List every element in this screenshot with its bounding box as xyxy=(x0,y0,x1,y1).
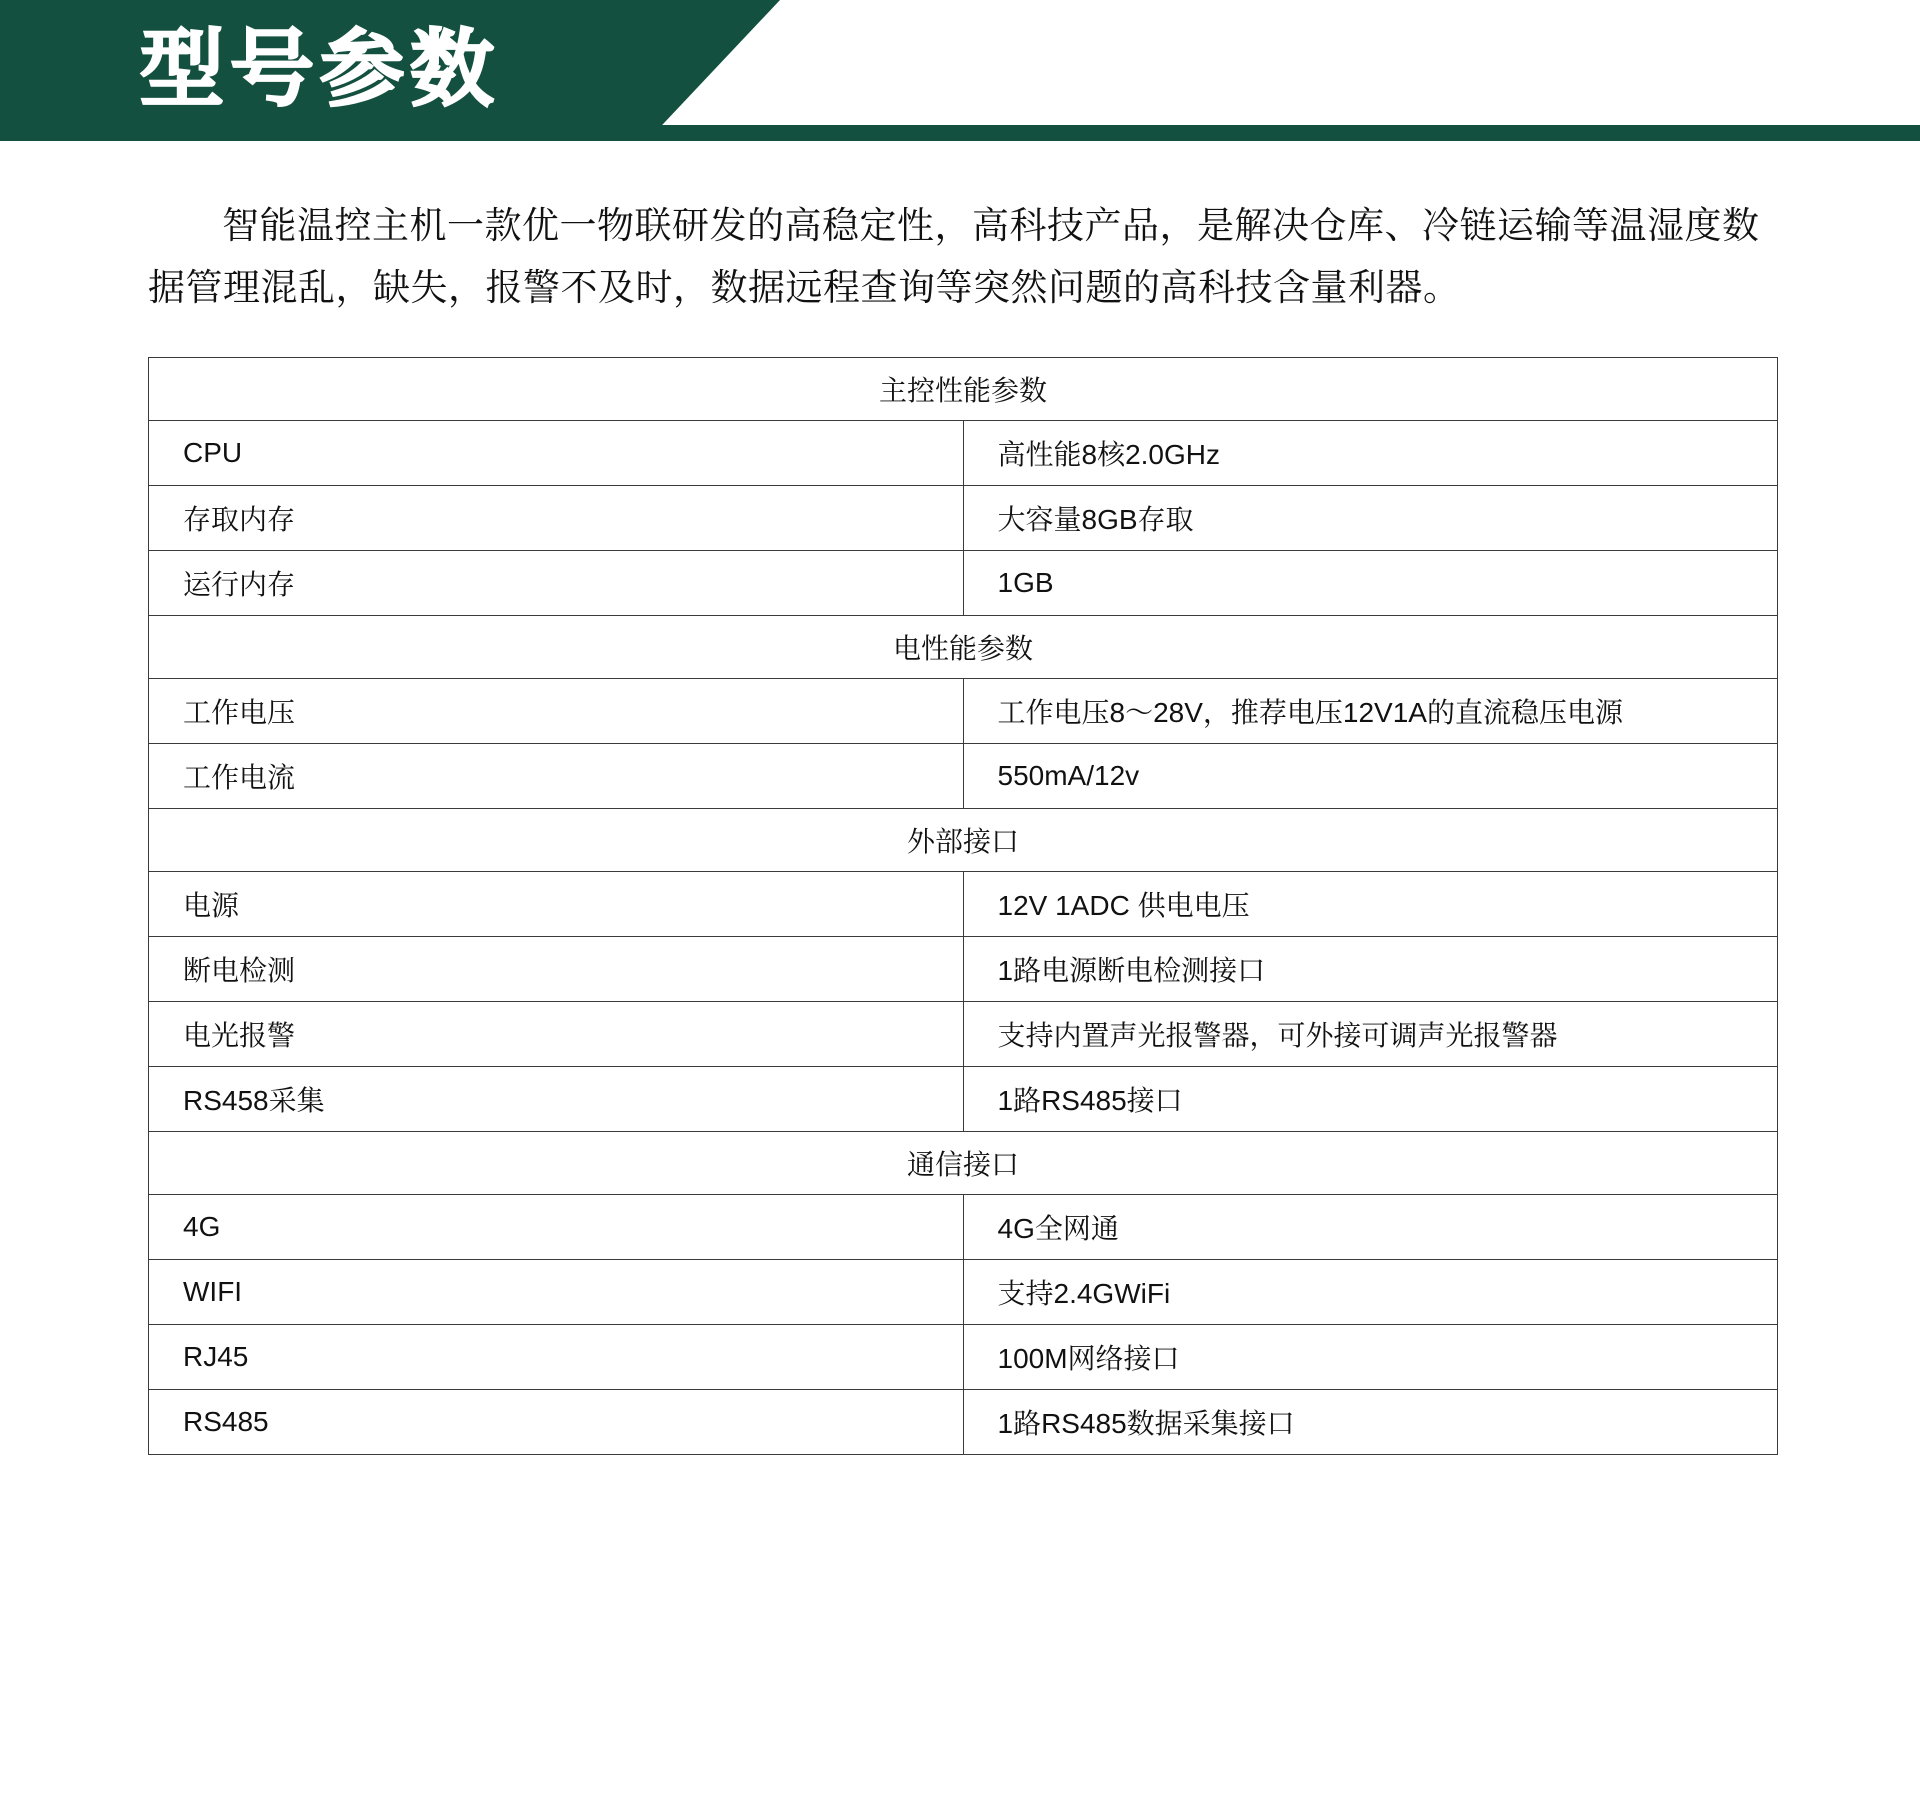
section-title: 主控性能参数 xyxy=(149,358,1778,421)
table-row xyxy=(149,1067,1778,1132)
spec-value: 4G全网通 xyxy=(963,1195,1778,1260)
table-row xyxy=(149,744,1778,809)
table-row xyxy=(149,486,1778,551)
page-title: 型号参数 xyxy=(140,22,501,116)
spec-key: 4G xyxy=(149,1195,964,1260)
section-title: 电性能参数 xyxy=(149,616,1778,679)
spec-key: WIFI xyxy=(149,1260,964,1325)
section-title: 通信接口 xyxy=(149,1132,1778,1195)
table-row xyxy=(149,551,1778,616)
spec-key: 电光报警 xyxy=(149,1002,964,1067)
table-row xyxy=(149,1325,1778,1390)
spec-value: 1路电源断电检测接口 xyxy=(963,937,1778,1002)
spec-value: 支持2.4GWiFi xyxy=(963,1260,1778,1325)
banner-underline-bar xyxy=(0,125,1920,141)
table-row xyxy=(149,1002,1778,1067)
spec-value: 100M网络接口 xyxy=(963,1325,1778,1390)
spec-table xyxy=(148,357,1778,1455)
table-section-header-row xyxy=(149,616,1778,679)
table-row xyxy=(149,679,1778,744)
spec-key: 断电检测 xyxy=(149,937,964,1002)
spec-key: RJ45 xyxy=(149,1325,964,1390)
table-row xyxy=(149,1195,1778,1260)
table-row xyxy=(149,1260,1778,1325)
table-section-header-row xyxy=(149,1132,1778,1195)
spec-value: 1GB xyxy=(963,551,1778,616)
intro-paragraph: 智能温控主机一款优一物联研发的高稳定性，高科技产品，是解决仓库、冷链运输等温湿度数据管理混乱，缺失，报警不及时，数据远程查询等突然问题的高科技含量利器。 xyxy=(148,205,1760,308)
table-section-header-row xyxy=(149,358,1778,421)
spec-key: RS485 xyxy=(149,1390,964,1455)
table-row xyxy=(149,937,1778,1002)
page-header-banner xyxy=(0,0,1920,139)
spec-value: 工作电压8～28V，推荐电压12V1A的直流稳压电源 xyxy=(963,679,1778,744)
spec-value: 大容量8GB存取 xyxy=(963,486,1778,551)
table-row xyxy=(149,421,1778,486)
spec-key: 运行内存 xyxy=(149,551,964,616)
spec-table-container xyxy=(0,319,1920,1455)
spec-key: 存取内存 xyxy=(149,486,964,551)
spec-value: 高性能8核2.0GHz xyxy=(963,421,1778,486)
table-section-header-row xyxy=(149,809,1778,872)
spec-value: 1路RS485接口 xyxy=(963,1067,1778,1132)
spec-value: 12V 1ADC 供电电压 xyxy=(963,872,1778,937)
spec-key: CPU xyxy=(149,421,964,486)
spec-key: RS458采集 xyxy=(149,1067,964,1132)
spec-value: 550mA/12v xyxy=(963,744,1778,809)
table-row xyxy=(149,872,1778,937)
spec-value: 支持内置声光报警器，可外接可调声光报警器 xyxy=(963,1002,1778,1067)
spec-table-body xyxy=(149,358,1778,1455)
spec-value: 1路RS485数据采集接口 xyxy=(963,1390,1778,1455)
spec-key: 电源 xyxy=(149,872,964,937)
spec-key: 工作电压 xyxy=(149,679,964,744)
table-row xyxy=(149,1390,1778,1455)
section-title: 外部接口 xyxy=(149,809,1778,872)
spec-key: 工作电流 xyxy=(149,744,964,809)
